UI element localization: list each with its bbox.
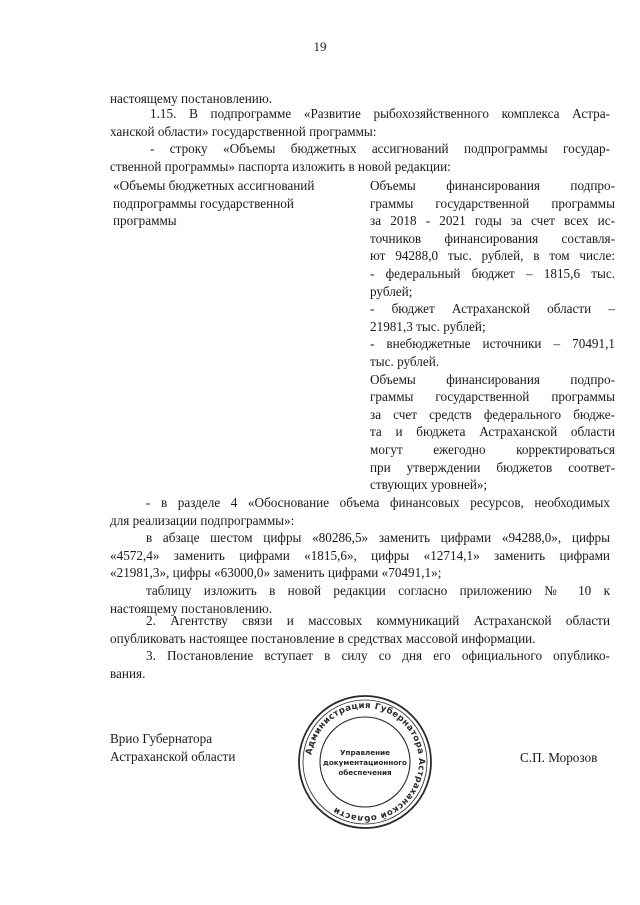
text-line: Объемы финансирования подпро-: [370, 371, 615, 387]
text-line: настоящему постановлению.: [110, 91, 273, 106]
official-seal: [296, 693, 434, 831]
text-line: 1.15. В подпрограмме «Развитие рыбохозяйственного комплекса Астра-: [150, 106, 610, 121]
text-line: «21981,3», цифры «63000,0» заменить цифрами «70491,1»;: [110, 565, 442, 581]
text-line: вания.: [110, 665, 146, 681]
text-line: 3. Постановление вступает в силу со дня его официального опублико-: [146, 648, 610, 663]
text-line: подпрограммы государственной: [113, 195, 294, 211]
seal-center-line-3: обеспечения: [338, 768, 392, 777]
text-line: - строку «Объемы бюджетных ассигнований подпрограммы государ-: [150, 141, 610, 157]
text-line: ствующих уровней»;: [370, 477, 488, 493]
seal-center-line-2: документационного: [323, 758, 407, 767]
section-1-15: [110, 105, 610, 175]
text-line: точников финансирования составля-: [370, 230, 615, 246]
text-line: опубликовать настоящее постановление в средствах массовой информации.: [110, 630, 536, 646]
section-2: [110, 612, 610, 647]
text-line: «Объемы бюджетных ассигнований: [113, 178, 315, 193]
text-line: ют 94288,0 тыс. рублей, в том числе:: [370, 248, 615, 264]
text-line: Объемы финансирования подпро-: [370, 178, 615, 193]
text-line: та и бюджета Астраханской области: [370, 424, 615, 440]
page-number: 19: [313, 39, 327, 54]
signatory-title: [110, 730, 235, 765]
text-line: - бюджет Астраханской области –: [370, 301, 615, 317]
text-line: Врио Губернатора: [110, 731, 213, 746]
text-line: граммы государственной программы: [370, 195, 615, 211]
text-line: программы: [113, 213, 177, 229]
text-line: - внебюджетные источники – 70491,1: [370, 336, 615, 352]
text-line: за 2018 - 2021 годы за счет всех ис-: [370, 213, 615, 229]
text-line: 2. Агентству связи и массовых коммуникаций Астраханской области: [146, 613, 610, 628]
section-4-changes: [110, 494, 610, 617]
text-line: могут ежегодно корректироваться: [370, 441, 615, 457]
text-line: - федеральный бюджет – 1815,6 тыс.: [370, 265, 615, 281]
text-line: 21981,3 тыс. рублей;: [370, 318, 486, 334]
table-left-cell: [113, 177, 358, 230]
text-line: тыс. рублей.: [370, 353, 440, 369]
text-line: ханской области» государственной программы:: [110, 123, 377, 139]
text-line: «4572,4» заменить цифрами «1815,6», цифры «12714,1» заменить цифрами: [110, 547, 610, 563]
seal-center-line-1: Управление: [339, 748, 391, 757]
text-line: при утверждении бюджетов соответ-: [370, 459, 615, 475]
text-line: Астраханской области: [110, 748, 236, 764]
text-line: в абзаце шестом цифры «80286,5» заменить цифрами «94288,0», цифры: [146, 530, 610, 546]
text-line: настоящему постановлению.: [110, 600, 273, 616]
text-line: для реализации подпрограммы»:: [110, 512, 295, 528]
signatory-name: С.П. Морозов: [520, 750, 598, 765]
text-line: таблицу изложить в новой редакции согласно приложению № 10 к: [146, 582, 610, 598]
text-line: граммы государственной программы: [370, 389, 615, 405]
seal-ring-text: Администрация Губернатора Астраханской области: [304, 700, 427, 824]
section-3: [110, 647, 610, 682]
text-line: - в разделе 4 «Обоснование объема финансовых ресурсов, необходимых: [146, 495, 610, 510]
table-right-cell: [370, 177, 615, 494]
text-line: ственной программы» паспорта изложить в новой редакции:: [110, 158, 451, 174]
text-line: рублей;: [370, 283, 413, 299]
text-line: за счет средств федерального бюдже-: [370, 406, 615, 422]
